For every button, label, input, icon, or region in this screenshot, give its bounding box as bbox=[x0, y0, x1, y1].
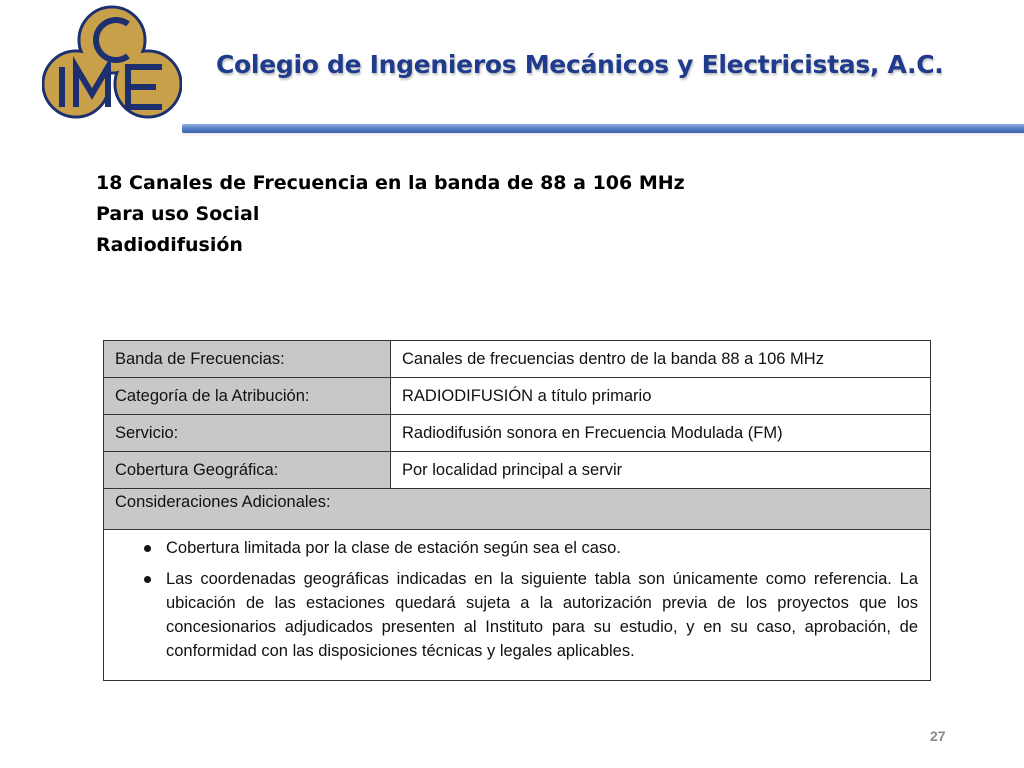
considerations-list bbox=[144, 536, 918, 663]
row-label: Categoría de la Atribución: bbox=[104, 378, 391, 415]
bullet-text: Las coordenadas geográficas indicadas en la siguiente tabla son únicamente como referencia. La ubicación de las estaciones quedará sujeta a la autorización previa de los proyectos que los concesionarios adjudicados presenten al Instituto para su estudio, y en su caso, aprobación, de conformidad con las disposiciones técnicas y legales aplicables. bbox=[166, 570, 918, 660]
row-label: Banda de Frecuencias: bbox=[104, 341, 391, 378]
bullet-text: Cobertura limitada por la clase de estación según sea el caso. bbox=[166, 539, 621, 557]
bullet-icon bbox=[144, 576, 151, 583]
row-value: Por localidad principal a servir bbox=[391, 452, 931, 489]
list-item bbox=[144, 536, 918, 560]
bullets-cell bbox=[104, 530, 931, 681]
organization-title: Colegio de Ingenieros Mecánicos y Electricistas, A.C. bbox=[216, 50, 944, 79]
bullets-row bbox=[104, 530, 931, 681]
intro-line-channels: 18 Canales de Frecuencia en la banda de 88 a 106 MHz bbox=[96, 172, 685, 194]
intro-line-service: Radiodifusión bbox=[96, 234, 243, 256]
row-value: RADIODIFUSIÓN a título primario bbox=[391, 378, 931, 415]
list-item bbox=[144, 567, 918, 663]
intro-text bbox=[96, 168, 685, 261]
table-row bbox=[104, 378, 931, 415]
header-rule bbox=[182, 124, 1024, 133]
table-row bbox=[104, 415, 931, 452]
bullet-icon bbox=[144, 545, 151, 552]
cime-logo bbox=[42, 4, 182, 128]
table-row bbox=[104, 341, 931, 378]
row-label: Servicio: bbox=[104, 415, 391, 452]
frequency-band-table bbox=[103, 340, 931, 681]
page-number: 27 bbox=[930, 728, 946, 744]
row-label: Cobertura Geográfica: bbox=[104, 452, 391, 489]
intro-line-use: Para uso Social bbox=[96, 203, 260, 225]
additional-considerations-row bbox=[104, 489, 931, 530]
table-row bbox=[104, 452, 931, 489]
row-value: Canales de frecuencias dentro de la banda 88 a 106 MHz bbox=[391, 341, 931, 378]
additional-considerations-label: Consideraciones Adicionales: bbox=[104, 489, 931, 530]
row-value: Radiodifusión sonora en Frecuencia Modulada (FM) bbox=[391, 415, 931, 452]
